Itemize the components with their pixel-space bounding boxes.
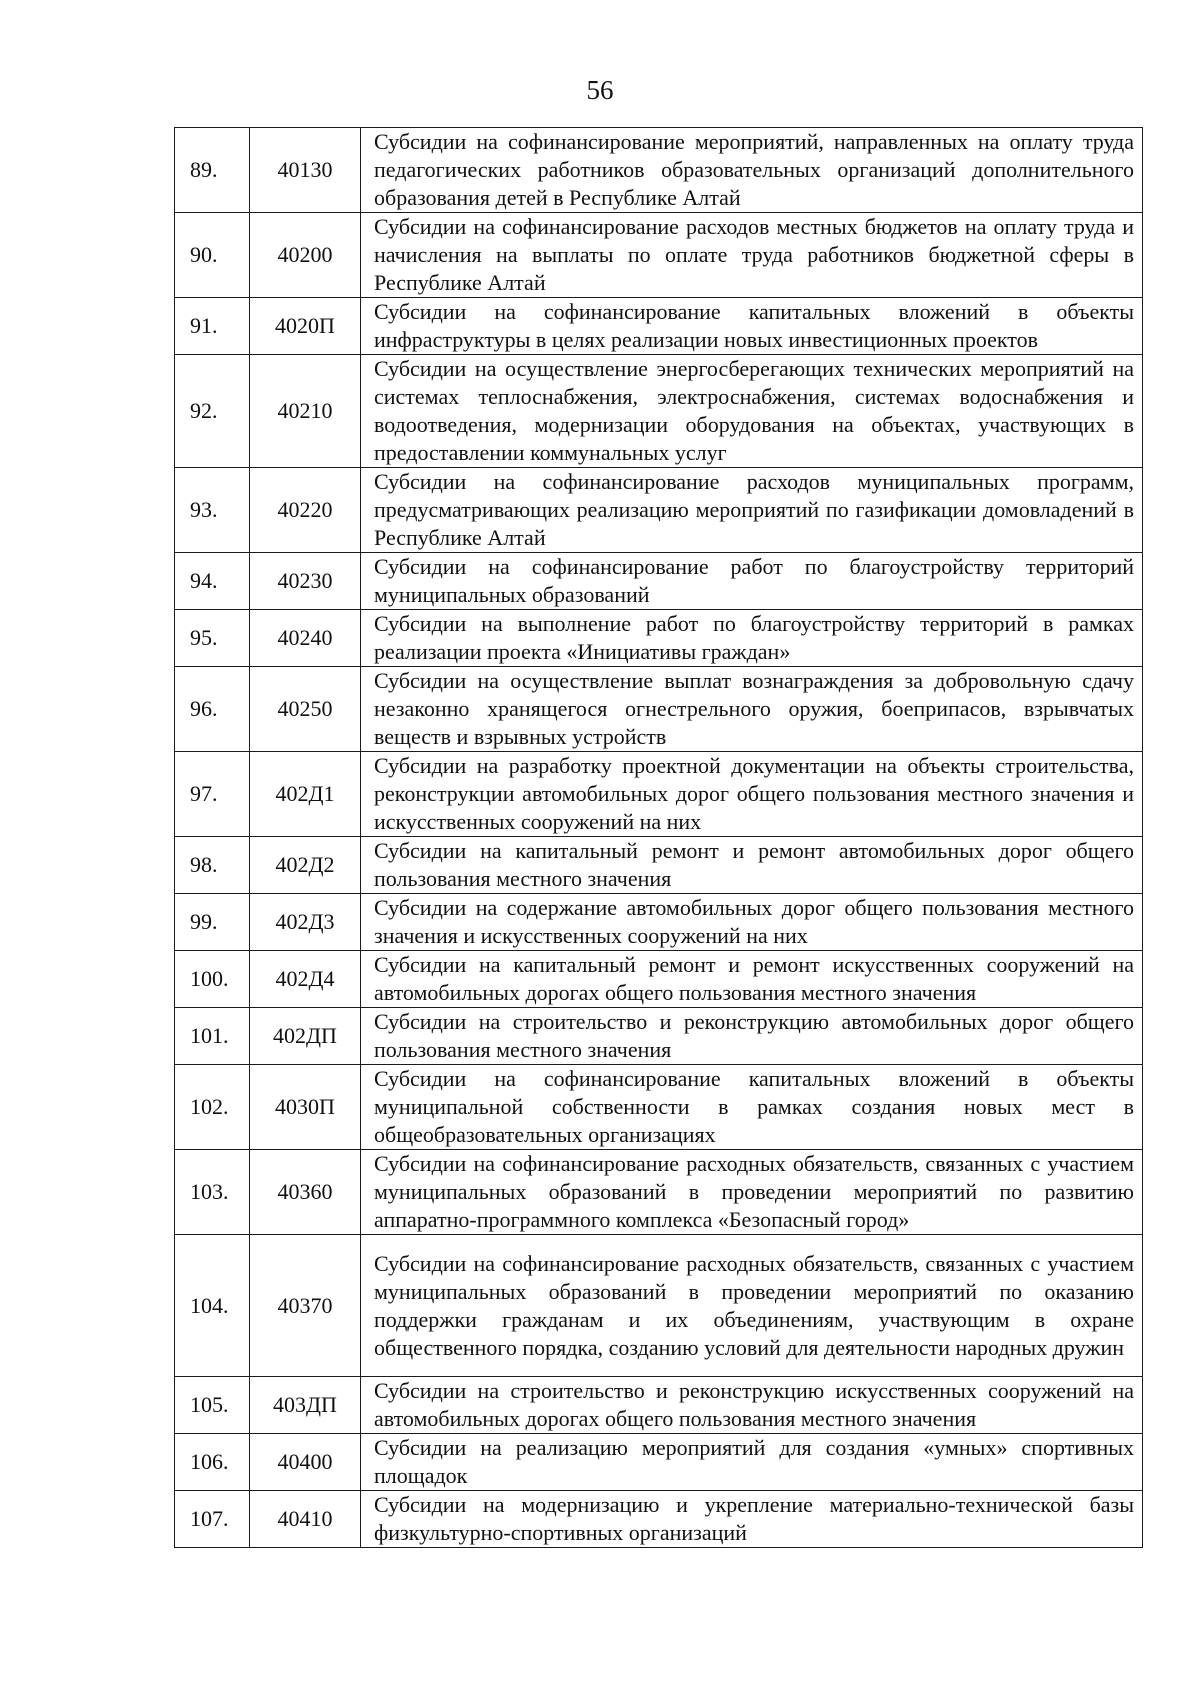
subsidies-table (174, 127, 1143, 1548)
table-row (175, 752, 1143, 837)
table-row (175, 128, 1143, 213)
row-description: Субсидии на софинансирование капитальных вложений в объекты муниципальной собственности в рамках создания новых мест в общеобразовательных организациях (361, 1065, 1143, 1150)
row-description: Субсидии на капитальный ремонт и ремонт автомобильных дорог общего пользования местного значения (361, 837, 1143, 894)
row-code: 40370 (250, 1235, 361, 1377)
table-row (175, 553, 1143, 610)
table-row (175, 894, 1143, 951)
row-description: Субсидии на софинансирование расходных обязательств, связанных с участием муниципальных образований в проведении мероприятий по развитию аппаратно-программного комплекса «Безопасный город» (361, 1150, 1143, 1235)
row-number: 93. (175, 468, 250, 553)
row-description: Субсидии на софинансирование капитальных вложений в объекты инфраструктуры в целях реализации новых инвестиционных проектов (361, 298, 1143, 355)
row-number: 91. (175, 298, 250, 355)
table-row (175, 1008, 1143, 1065)
row-number: 96. (175, 667, 250, 752)
row-code: 40400 (250, 1434, 361, 1491)
row-description: Субсидии на строительство и реконструкцию автомобильных дорог общего пользования местного значения (361, 1008, 1143, 1065)
table-row (175, 1065, 1143, 1150)
row-description: Субсидии на осуществление энергосберегающих технических мероприятий на системах теплоснабжения, электроснабжения, системах водоснабжения и водоотведения, модернизации оборудования на объектах, участвующих в предоставлении коммунальных услуг (361, 355, 1143, 468)
page-number: 56 (586, 75, 614, 105)
row-code: 402Д3 (250, 894, 361, 951)
row-code: 4020П (250, 298, 361, 355)
row-description: Субсидии на строительство и реконструкцию искусственных сооружений на автомобильных дорогах общего пользования местного значения (361, 1377, 1143, 1434)
subsidies-table-body (175, 128, 1143, 1548)
row-number: 95. (175, 610, 250, 667)
row-number: 90. (175, 213, 250, 298)
row-number: 99. (175, 894, 250, 951)
row-code: 40250 (250, 667, 361, 752)
table-row (175, 1434, 1143, 1491)
row-number: 104. (175, 1235, 250, 1377)
row-number: 102. (175, 1065, 250, 1150)
row-description: Субсидии на софинансирование расходных обязательств, связанных с участием муниципальных образований в проведении мероприятий по оказанию поддержки гражданам и их объединениям, участвующим в охране общественного порядка, созданию условий для деятельности народных дружин (361, 1235, 1143, 1377)
row-code: 40360 (250, 1150, 361, 1235)
row-code: 40220 (250, 468, 361, 553)
table-row (175, 610, 1143, 667)
row-description: Субсидии на модернизацию и укрепление материально-технической базы физкультурно-спортивных организаций (361, 1491, 1143, 1548)
table-row (175, 298, 1143, 355)
row-code: 402Д4 (250, 951, 361, 1008)
row-description: Субсидии на осуществление выплат вознаграждения за добровольную сдачу незаконно хранящегося огнестрельного оружия, боеприпасов, взрывчатых веществ и взрывных устройств (361, 667, 1143, 752)
row-description: Субсидии на софинансирование работ по благоустройству территорий муниципальных образований (361, 553, 1143, 610)
row-number: 103. (175, 1150, 250, 1235)
table-row (175, 1235, 1143, 1377)
row-code: 40410 (250, 1491, 361, 1548)
row-number: 98. (175, 837, 250, 894)
row-description: Субсидии на разработку проектной документации на объекты строительства, реконструкции автомобильных дорог общего пользования местного значения и искусственных сооружений на них (361, 752, 1143, 837)
row-code: 402ДП (250, 1008, 361, 1065)
row-code: 403ДП (250, 1377, 361, 1434)
row-number: 107. (175, 1491, 250, 1548)
table-row (175, 951, 1143, 1008)
table-row (175, 1377, 1143, 1434)
row-number: 101. (175, 1008, 250, 1065)
row-description: Субсидии на софинансирование расходов местных бюджетов на оплату труда и начисления на выплаты по оплате труда работников бюджетной сферы в Республике Алтай (361, 213, 1143, 298)
row-description: Субсидии на софинансирование мероприятий, направленных на оплату труда педагогических работников образовательных организаций дополнительного образования детей в Республике Алтай (361, 128, 1143, 213)
row-number: 105. (175, 1377, 250, 1434)
table-row (175, 468, 1143, 553)
row-code: 402Д2 (250, 837, 361, 894)
row-number: 92. (175, 355, 250, 468)
table-row (175, 1491, 1143, 1548)
row-code: 40200 (250, 213, 361, 298)
row-number: 89. (175, 128, 250, 213)
row-code: 40130 (250, 128, 361, 213)
row-number: 94. (175, 553, 250, 610)
table-row (175, 213, 1143, 298)
row-number: 97. (175, 752, 250, 837)
row-code: 40230 (250, 553, 361, 610)
row-description: Субсидии на выполнение работ по благоустройству территорий в рамках реализации проекта «Инициативы граждан» (361, 610, 1143, 667)
row-description: Субсидии на реализацию мероприятий для создания «умных» спортивных площадок (361, 1434, 1143, 1491)
row-number: 100. (175, 951, 250, 1008)
row-code: 40240 (250, 610, 361, 667)
table-row (175, 1150, 1143, 1235)
row-code: 40210 (250, 355, 361, 468)
row-code: 402Д1 (250, 752, 361, 837)
row-description: Субсидии на софинансирование расходов муниципальных программ, предусматривающих реализацию мероприятий по газификации домовладений в Республике Алтай (361, 468, 1143, 553)
row-number: 106. (175, 1434, 250, 1491)
table-row (175, 837, 1143, 894)
table-row (175, 667, 1143, 752)
table-row (175, 355, 1143, 468)
row-description: Субсидии на содержание автомобильных дорог общего пользования местного значения и искусственных сооружений на них (361, 894, 1143, 951)
row-description: Субсидии на капитальный ремонт и ремонт искусственных сооружений на автомобильных дорогах общего пользования местного значения (361, 951, 1143, 1008)
row-code: 4030П (250, 1065, 361, 1150)
